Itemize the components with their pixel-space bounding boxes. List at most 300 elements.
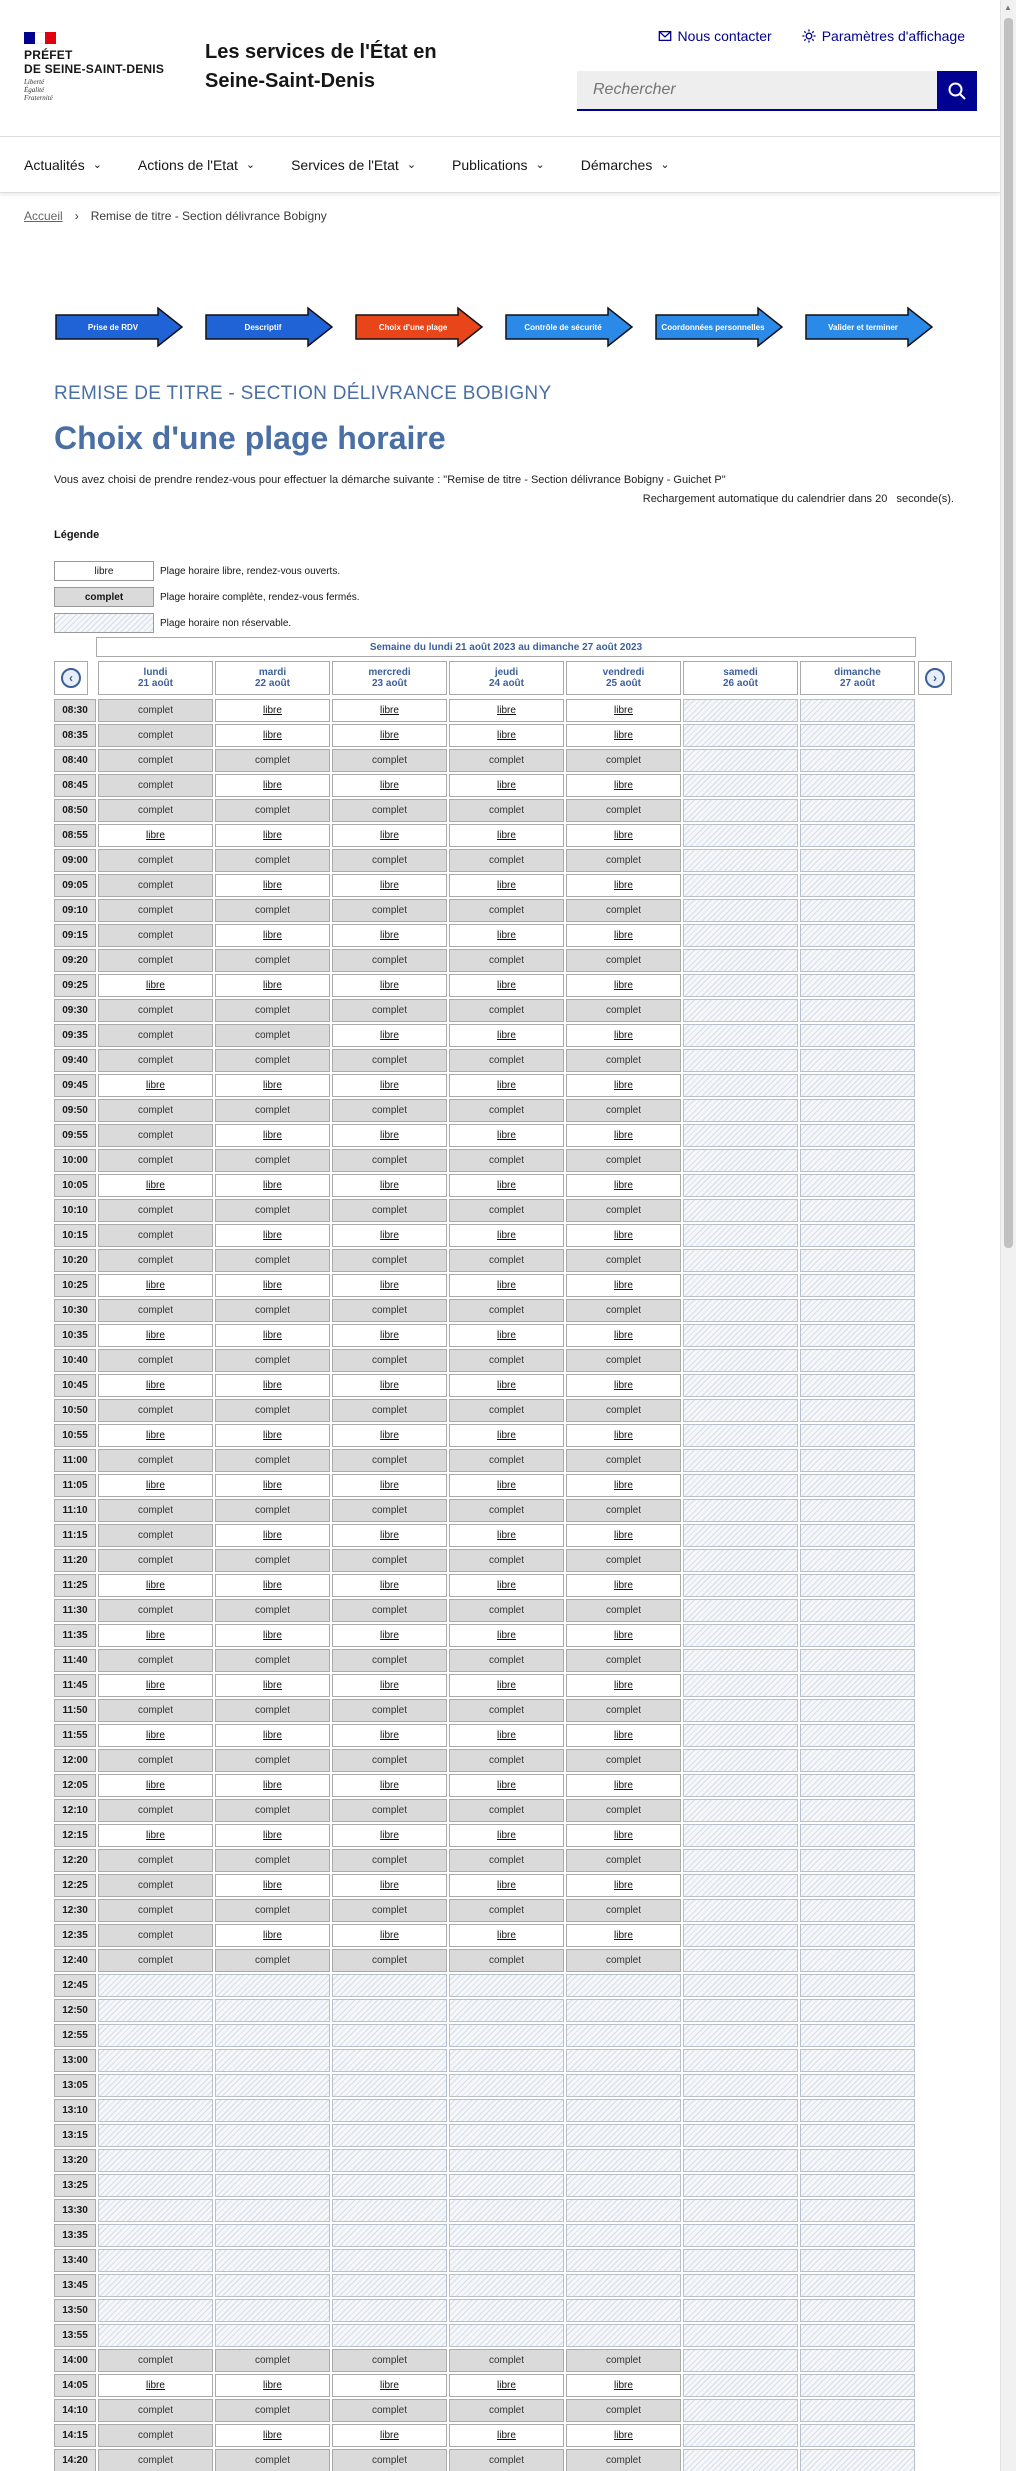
slot-complet: complet <box>332 1899 447 1922</box>
slot-libre-link[interactable]: libre <box>263 2430 282 2441</box>
prefet-logo[interactable] <box>24 32 174 102</box>
slot-libre-link[interactable]: libre <box>614 780 633 791</box>
slot-libre-link[interactable]: libre <box>380 2380 399 2391</box>
slot-unavailable <box>683 1799 798 1822</box>
slot-complet: complet <box>98 724 213 747</box>
nav-item-label: Publications <box>452 156 528 173</box>
search-bar <box>577 71 977 111</box>
slot-libre-link[interactable]: libre <box>497 705 516 716</box>
slot-complet: complet <box>449 1249 564 1272</box>
slot-libre <box>449 1174 564 1197</box>
slot-libre-link[interactable]: libre <box>146 1280 165 1291</box>
slot-libre-link[interactable]: libre <box>263 1230 282 1241</box>
slot-libre-link[interactable]: libre <box>497 2430 516 2441</box>
slot-libre-link[interactable]: libre <box>614 730 633 741</box>
slot-unavailable <box>215 2049 330 2072</box>
slot-libre-link[interactable]: libre <box>146 1730 165 1741</box>
nav-item-services-etat[interactable] <box>291 137 416 192</box>
slot-libre <box>215 1774 330 1797</box>
slot-libre-link[interactable]: libre <box>146 830 165 841</box>
slot-libre-link[interactable]: libre <box>380 730 399 741</box>
slot-libre <box>332 1474 447 1497</box>
time-label: 09:40 <box>54 1049 96 1072</box>
slot-libre-link[interactable]: libre <box>497 1380 516 1391</box>
slot-unavailable <box>800 1224 915 1247</box>
slot-unavailable <box>215 2274 330 2297</box>
legend-row-none <box>54 613 360 633</box>
slot-libre <box>332 1924 447 1947</box>
slot-libre-link[interactable]: libre <box>497 1130 516 1141</box>
slot-libre-link[interactable]: libre <box>146 1430 165 1441</box>
slot-complet: complet <box>98 849 213 872</box>
slot-libre-link[interactable]: libre <box>614 1480 633 1491</box>
slot-libre-link[interactable]: libre <box>380 1030 399 1041</box>
time-row <box>54 1999 916 2024</box>
slot-libre-link[interactable]: libre <box>146 1180 165 1191</box>
slot-libre-link[interactable]: libre <box>146 1380 165 1391</box>
slot-libre <box>566 1424 681 1447</box>
slot-complet: complet <box>98 1849 213 1872</box>
slot-libre-link[interactable]: libre <box>614 1930 633 1941</box>
slot-libre-link[interactable]: libre <box>380 1330 399 1341</box>
slot-complet: complet <box>449 1899 564 1922</box>
slot-libre-link[interactable]: libre <box>614 1830 633 1841</box>
slot-libre-link[interactable]: libre <box>146 1080 165 1091</box>
slot-libre-link[interactable]: libre <box>497 1030 516 1041</box>
slot-unavailable <box>683 1599 798 1622</box>
slot-libre-link[interactable]: libre <box>263 1730 282 1741</box>
step-label: Contrôle de sécurité <box>524 322 602 332</box>
slot-libre <box>566 824 681 847</box>
slot-libre-link[interactable]: libre <box>380 1930 399 1941</box>
slot-libre <box>566 1024 681 1047</box>
slot-libre <box>98 1474 213 1497</box>
slot-unavailable <box>683 1174 798 1197</box>
slot-unavailable <box>449 1974 564 1997</box>
slot-libre-link[interactable]: libre <box>380 2430 399 2441</box>
slot-libre-link[interactable]: libre <box>614 880 633 891</box>
slot-libre <box>98 1724 213 1747</box>
slot-libre-link[interactable]: libre <box>497 1880 516 1891</box>
slot-libre-link[interactable]: libre <box>263 1630 282 1641</box>
slot-unavailable <box>332 2224 447 2247</box>
slot-libre-link[interactable]: libre <box>614 2430 633 2441</box>
legend-none-swatch <box>54 613 154 633</box>
slot-libre-link[interactable]: libre <box>263 730 282 741</box>
slot-complet: complet <box>332 999 447 1022</box>
previous-week-button[interactable] <box>54 661 88 695</box>
slot-libre <box>449 1024 564 1047</box>
nav-item-demarches[interactable] <box>581 137 670 192</box>
slot-unavailable <box>800 1099 915 1122</box>
slot-complet: complet <box>98 1224 213 1247</box>
slot-libre <box>215 1424 330 1447</box>
time-row <box>54 1924 916 1949</box>
slot-unavailable <box>800 1799 915 1822</box>
time-row <box>54 2124 916 2149</box>
slot-complet: complet <box>215 1399 330 1422</box>
time-label: 08:55 <box>54 824 96 847</box>
time-row <box>54 1699 916 1724</box>
slot-libre-link[interactable]: libre <box>380 1830 399 1841</box>
time-label: 12:30 <box>54 1899 96 1922</box>
slot-unavailable <box>566 2174 681 2197</box>
slot-libre-link[interactable]: libre <box>614 1180 633 1191</box>
slot-libre-link[interactable]: libre <box>263 1530 282 1541</box>
slot-libre-link[interactable]: libre <box>497 1930 516 1941</box>
slot-libre-link[interactable]: libre <box>614 1130 633 1141</box>
slot-libre-link[interactable]: libre <box>497 780 516 791</box>
slot-libre <box>566 924 681 947</box>
slot-libre-link[interactable]: libre <box>263 1080 282 1091</box>
slot-libre-link[interactable]: libre <box>380 1680 399 1691</box>
slot-libre-link[interactable]: libre <box>263 1430 282 1441</box>
slot-libre-link[interactable]: libre <box>263 2380 282 2391</box>
time-row <box>54 1124 916 1149</box>
slot-libre-link[interactable]: libre <box>263 1130 282 1141</box>
slot-complet: complet <box>215 1499 330 1522</box>
slot-unavailable <box>800 974 915 997</box>
slot-libre-link[interactable]: libre <box>614 1380 633 1391</box>
slot-libre-link[interactable]: libre <box>380 1580 399 1591</box>
slot-libre-link[interactable]: libre <box>614 980 633 991</box>
slot-libre-link[interactable]: libre <box>614 1630 633 1641</box>
slot-libre-link[interactable]: libre <box>263 1180 282 1191</box>
step-label: Descriptif <box>244 322 282 332</box>
step-1 <box>54 306 184 348</box>
slot-libre <box>566 874 681 897</box>
slot-libre-link[interactable]: libre <box>146 1680 165 1691</box>
time-label: 09:15 <box>54 924 96 947</box>
slot-libre-link[interactable]: libre <box>497 1530 516 1541</box>
slot-complet: complet <box>98 1349 213 1372</box>
slot-unavailable <box>800 1074 915 1097</box>
slot-libre-link[interactable]: libre <box>497 880 516 891</box>
slot-libre-link[interactable]: libre <box>146 1330 165 1341</box>
slot-complet: complet <box>98 1049 213 1072</box>
day-header <box>683 661 798 695</box>
slot-libre-link[interactable]: libre <box>263 1880 282 1891</box>
slot-libre-link[interactable]: libre <box>263 930 282 941</box>
slot-libre <box>98 1074 213 1097</box>
slot-libre-link[interactable]: libre <box>614 1880 633 1891</box>
slot-libre-link[interactable]: libre <box>614 1530 633 1541</box>
time-label: 08:50 <box>54 799 96 822</box>
legend-complet-text: Plage horaire complète, rendez-vous fermés. <box>160 591 360 603</box>
nav-item-actualites[interactable] <box>24 137 102 192</box>
day-name: dimanche <box>834 667 881 678</box>
slot-libre-link[interactable]: libre <box>146 1480 165 1491</box>
slot-libre-link[interactable]: libre <box>380 930 399 941</box>
nav-item-publications[interactable] <box>452 137 545 192</box>
time-label: 11:50 <box>54 1699 96 1722</box>
slot-libre <box>98 1174 213 1197</box>
chevron-down-icon: ⌄ <box>92 159 102 171</box>
slot-unavailable <box>683 1274 798 1297</box>
slot-unavailable <box>683 1749 798 1772</box>
time-row <box>54 1899 916 1924</box>
slot-complet: complet <box>215 999 330 1022</box>
slot-unavailable <box>449 1999 564 2022</box>
slot-libre <box>98 1324 213 1347</box>
slot-unavailable <box>800 1724 915 1747</box>
slot-unavailable <box>800 899 915 922</box>
slot-unavailable <box>683 974 798 997</box>
slot-libre <box>332 1274 447 1297</box>
day-header <box>215 661 330 695</box>
next-week-button[interactable] <box>918 661 952 695</box>
slot-complet: complet <box>332 1049 447 1072</box>
slot-libre-link[interactable]: libre <box>614 1230 633 1241</box>
slot-unavailable <box>683 2399 798 2422</box>
slot-complet: complet <box>98 1649 213 1672</box>
intro-text: Vous avez choisi de prendre rendez-vous pour effectuer la démarche suivante : "Remise de titre - Section délivrance Bobigny - Guichet P" <box>54 474 726 486</box>
slot-unavailable <box>98 2274 213 2297</box>
slot-unavailable <box>332 2324 447 2347</box>
slot-libre-link[interactable]: libre <box>380 880 399 891</box>
nav-item-label: Démarches <box>580 156 653 173</box>
slot-unavailable <box>683 1649 798 1672</box>
scroll-up-icon[interactable]: ▲ <box>1004 3 1012 12</box>
slot-libre-link[interactable]: libre <box>263 1580 282 1591</box>
slot-libre-link[interactable]: libre <box>146 980 165 991</box>
slot-libre-link[interactable]: libre <box>263 1830 282 1841</box>
slot-libre-link[interactable]: libre <box>146 1580 165 1591</box>
slot-libre <box>332 1224 447 1247</box>
slot-complet: complet <box>215 1249 330 1272</box>
time-row <box>54 1324 916 1349</box>
slot-libre-link[interactable]: libre <box>497 1780 516 1791</box>
slot-complet: complet <box>566 1049 681 1072</box>
slot-libre-link[interactable]: libre <box>263 980 282 991</box>
time-row <box>54 1949 916 1974</box>
slot-unavailable <box>683 1949 798 1972</box>
slot-unavailable <box>566 2199 681 2222</box>
slot-libre-link[interactable]: libre <box>380 1530 399 1541</box>
time-row <box>54 1099 916 1124</box>
slot-libre-link[interactable]: libre <box>497 1330 516 1341</box>
time-label: 13:25 <box>54 2174 96 2197</box>
slot-libre <box>98 1424 213 1447</box>
slot-libre <box>215 2424 330 2447</box>
slot-complet: complet <box>566 1649 681 1672</box>
slot-libre-link[interactable]: libre <box>497 830 516 841</box>
slot-libre-link[interactable]: libre <box>380 1630 399 1641</box>
slot-unavailable <box>332 2199 447 2222</box>
time-label: 11:55 <box>54 1724 96 1747</box>
slot-libre-link[interactable]: libre <box>380 1780 399 1791</box>
time-label: 12:05 <box>54 1774 96 1797</box>
slot-libre-link[interactable]: libre <box>263 780 282 791</box>
slot-libre-link[interactable]: libre <box>263 880 282 891</box>
slot-complet: complet <box>449 1749 564 1772</box>
slot-unavailable <box>332 2024 447 2047</box>
breadcrumb-home-link[interactable]: Accueil <box>24 209 63 223</box>
slot-libre-link[interactable]: libre <box>380 1730 399 1741</box>
slot-libre-link[interactable]: libre <box>263 1380 282 1391</box>
slot-libre-link[interactable]: libre <box>380 1130 399 1141</box>
slot-complet: complet <box>449 1499 564 1522</box>
slot-libre-link[interactable]: libre <box>614 705 633 716</box>
slot-libre-link[interactable]: libre <box>497 980 516 991</box>
slot-unavailable <box>800 1824 915 1847</box>
slot-libre-link[interactable]: libre <box>263 1480 282 1491</box>
slot-libre-link[interactable]: libre <box>380 1280 399 1291</box>
slot-complet: complet <box>566 1149 681 1172</box>
display-settings-link[interactable] <box>802 28 965 44</box>
search-input[interactable] <box>577 71 937 111</box>
slot-libre-link[interactable]: libre <box>497 1430 516 1441</box>
time-row <box>54 1599 916 1624</box>
slot-libre <box>566 724 681 747</box>
time-row <box>54 1074 916 1099</box>
slot-unavailable <box>800 1024 915 1047</box>
slot-unavailable <box>683 1974 798 1997</box>
slot-libre-link[interactable]: libre <box>146 1630 165 1641</box>
slot-libre <box>566 699 681 722</box>
slot-libre-link[interactable]: libre <box>497 730 516 741</box>
slot-libre-link[interactable]: libre <box>380 1080 399 1091</box>
slot-libre-link[interactable]: libre <box>614 1730 633 1741</box>
time-label: 10:35 <box>54 1324 96 1347</box>
slot-libre-link[interactable]: libre <box>263 705 282 716</box>
slot-unavailable <box>215 2024 330 2047</box>
slot-libre-link[interactable]: libre <box>380 1480 399 1491</box>
time-row <box>54 2324 916 2349</box>
time-row <box>54 2199 916 2224</box>
slot-unavailable <box>449 2249 564 2272</box>
slot-libre-link[interactable]: libre <box>614 2380 633 2391</box>
slot-libre-link[interactable]: libre <box>614 1330 633 1341</box>
slot-libre-link[interactable]: libre <box>497 2380 516 2391</box>
slot-complet: complet <box>332 899 447 922</box>
slot-complet: complet <box>332 1499 447 1522</box>
slot-libre-link[interactable]: libre <box>146 1830 165 1841</box>
slot-libre-link[interactable]: libre <box>614 1080 633 1091</box>
slot-libre-link[interactable]: libre <box>263 1280 282 1291</box>
slot-libre-link[interactable]: libre <box>497 1280 516 1291</box>
slot-complet: complet <box>98 1249 213 1272</box>
slot-libre-link[interactable]: libre <box>146 1780 165 1791</box>
slot-unavailable <box>566 2149 681 2172</box>
slot-libre-link[interactable]: libre <box>497 1230 516 1241</box>
slot-libre-link[interactable]: libre <box>497 930 516 941</box>
slot-libre-link[interactable]: libre <box>497 1730 516 1741</box>
slot-libre-link[interactable]: libre <box>614 1280 633 1291</box>
slot-libre-link[interactable]: libre <box>614 1680 633 1691</box>
slot-unavailable <box>683 1774 798 1797</box>
slot-libre-link[interactable]: libre <box>614 1030 633 1041</box>
slot-unavailable <box>332 2174 447 2197</box>
slot-unavailable <box>683 999 798 1022</box>
slot-complet: complet <box>332 2399 447 2422</box>
slot-unavailable <box>800 2449 915 2471</box>
slot-libre <box>215 874 330 897</box>
slot-libre <box>332 2374 447 2397</box>
time-label: 08:30 <box>54 699 96 722</box>
slot-libre-link[interactable]: libre <box>614 1580 633 1591</box>
slot-libre-link[interactable]: libre <box>380 1880 399 1891</box>
slot-unavailable <box>683 1399 798 1422</box>
slot-libre-link[interactable]: libre <box>380 1230 399 1241</box>
slot-libre-link[interactable]: libre <box>380 830 399 841</box>
slot-libre-link[interactable]: libre <box>146 2380 165 2391</box>
slot-libre-link[interactable]: libre <box>263 1680 282 1691</box>
slot-libre <box>566 1924 681 1947</box>
slot-libre-link[interactable]: libre <box>614 830 633 841</box>
slot-libre-link[interactable]: libre <box>263 1930 282 1941</box>
slot-unavailable <box>449 2299 564 2322</box>
time-row <box>54 1874 916 1899</box>
slot-complet: complet <box>98 1449 213 1472</box>
slot-libre-link[interactable]: libre <box>497 1630 516 1641</box>
time-label: 08:35 <box>54 724 96 747</box>
slot-complet: complet <box>332 1449 447 1472</box>
scrollbar-thumb[interactable] <box>1004 18 1013 1248</box>
day-name: mercredi <box>368 667 411 678</box>
step-3 <box>354 306 484 348</box>
slot-unavailable <box>449 2099 564 2122</box>
slot-libre-link[interactable]: libre <box>497 1830 516 1841</box>
slot-libre-link[interactable]: libre <box>380 1180 399 1191</box>
slot-unavailable <box>683 2299 798 2322</box>
slot-unavailable <box>800 1574 915 1597</box>
slot-libre-link[interactable]: libre <box>380 780 399 791</box>
slot-libre-link[interactable]: libre <box>263 1780 282 1791</box>
legend-libre-swatch: libre <box>54 561 154 581</box>
time-label: 13:55 <box>54 2324 96 2347</box>
slot-libre-link[interactable]: libre <box>380 705 399 716</box>
slot-libre <box>98 1774 213 1797</box>
slot-libre-link[interactable]: libre <box>614 930 633 941</box>
slot-libre-link[interactable]: libre <box>497 1180 516 1191</box>
slot-unavailable <box>800 1524 915 1547</box>
time-label: 08:40 <box>54 749 96 772</box>
time-label: 14:00 <box>54 2349 96 2372</box>
slot-complet: complet <box>215 799 330 822</box>
slot-libre-link[interactable]: libre <box>497 1080 516 1091</box>
slot-libre-link[interactable]: libre <box>497 1480 516 1491</box>
slot-libre-link[interactable]: libre <box>263 830 282 841</box>
scrollbar[interactable] <box>1000 0 1016 2471</box>
slot-libre-link[interactable]: libre <box>380 980 399 991</box>
slot-libre <box>332 1824 447 1847</box>
slot-complet: complet <box>332 1399 447 1422</box>
service-title[interactable]: Les services de l'État en Seine-Saint-Denis <box>205 41 437 92</box>
slot-unavailable <box>683 1849 798 1872</box>
slot-libre-link[interactable]: libre <box>614 1430 633 1441</box>
slot-libre <box>215 1374 330 1397</box>
slot-libre-link[interactable]: libre <box>614 1780 633 1791</box>
slot-libre-link[interactable]: libre <box>380 1430 399 1441</box>
slot-libre-link[interactable]: libre <box>380 1380 399 1391</box>
contact-link[interactable] <box>658 28 772 44</box>
slot-libre <box>215 699 330 722</box>
slot-unavailable <box>800 749 915 772</box>
nav-item-actions-etat[interactable] <box>138 137 255 192</box>
slot-complet: complet <box>566 1199 681 1222</box>
slot-libre-link[interactable]: libre <box>497 1580 516 1591</box>
slot-unavailable <box>683 1199 798 1222</box>
slot-complet: complet <box>98 1949 213 1972</box>
slot-libre-link[interactable]: libre <box>263 1330 282 1341</box>
slot-complet: complet <box>332 1649 447 1672</box>
slot-libre-link[interactable]: libre <box>497 1680 516 1691</box>
search-button[interactable] <box>937 71 977 111</box>
day-name: mardi <box>258 667 287 678</box>
slot-unavailable <box>683 2199 798 2222</box>
slot-libre <box>332 1574 447 1597</box>
